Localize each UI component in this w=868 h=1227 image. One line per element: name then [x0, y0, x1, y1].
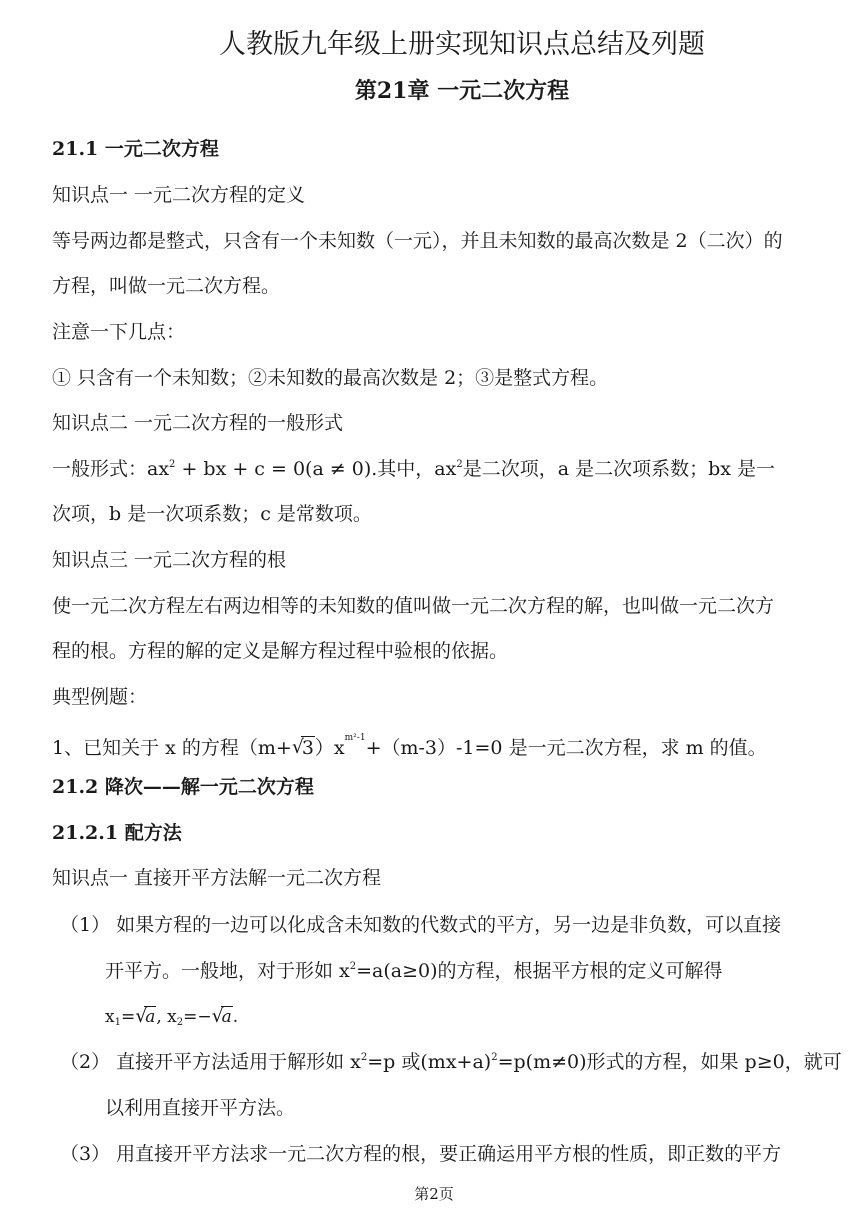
- item-1-line-1: （1） 如果方程的一边可以化成含未知数的代数式的平方，另一边是非负数，可以直接: [60, 914, 782, 936]
- equals: =: [120, 1007, 136, 1027]
- sqrt-a-2: [212, 1005, 233, 1029]
- exponent-2: 2: [360, 1052, 368, 1063]
- item-1-text-b: =a(a≥0)的方程，根据平方根的定义可解得: [356, 960, 723, 982]
- root-definition-line-1: 使一元二次方程左右两边相等的未知数的值叫做一元二次方程的解，也叫做一元二次方: [52, 595, 775, 617]
- item-1-text-a: 开平方。一般地，对于形如 x: [105, 960, 350, 982]
- exponent-2: 2: [169, 459, 176, 470]
- item-2-line-2: 以利用直接开平方法。: [105, 1097, 296, 1119]
- item-2-text-b: =p 或(mx+a): [367, 1051, 492, 1073]
- sqrt-a-1: [135, 1005, 156, 1029]
- general-form-line-2: 次项，b 是一次项系数；c 是常数项。: [52, 503, 372, 525]
- section-heading-21-2: 21.2 降次——解一元二次方程: [52, 776, 314, 798]
- x1-label: x: [105, 1007, 115, 1027]
- knowledge-point-3-title: 知识点三 一元二次方程的根: [52, 549, 287, 571]
- sqrt-symbol: [292, 736, 315, 760]
- general-form-line-1: [52, 457, 775, 481]
- general-form-text-a: 一般形式：ax: [52, 458, 170, 480]
- equals-minus: =−: [183, 1007, 212, 1027]
- item-3-line-1: （3） 用直接开平方法求一元二次方程的根，要正确运用平方根的性质，即正数的平方: [60, 1143, 782, 1165]
- example-1-text-b: ）x: [314, 737, 345, 759]
- sqrt-a-radicand: a: [145, 1007, 156, 1027]
- item-1-line-3: [105, 1005, 238, 1029]
- exponent-2: 2: [456, 459, 463, 470]
- note-points: ① 只含有一个未知数；②未知数的最高次数是 2；③是整式方程。: [52, 367, 609, 389]
- item-2-text-c: =p(m≠0)形式的方程，如果 p≥0，就可: [497, 1051, 842, 1073]
- definition-line-2: 方程，叫做一元二次方程。: [52, 275, 281, 297]
- general-form-text-b: + bx + c = 0(a ≠ 0).其中，ax: [175, 458, 457, 480]
- chapter-title: 第21章 一元二次方程: [354, 78, 570, 104]
- comma-x2: , x: [156, 1007, 177, 1027]
- example-1: [52, 733, 767, 760]
- subscript-2: 2: [176, 1017, 184, 1028]
- general-form-text-c: 是二次项，a 是二次项系数；bx 是一: [462, 458, 776, 480]
- example-1-exponent: m²-1: [344, 733, 366, 743]
- page-number: 第2页: [414, 1185, 454, 1203]
- item-2-line-1: [60, 1050, 842, 1074]
- item-1-line-2: [105, 959, 723, 983]
- example-title: 典型例题：: [52, 686, 148, 708]
- direct-root-title: 知识点一 直接开平方法解一元二次方程: [52, 867, 382, 889]
- item-2-text-a: （2） 直接开平方法适用于解形如 x: [60, 1051, 361, 1073]
- example-1-text-a: 1、已知关于 x 的方程（m+: [52, 737, 292, 759]
- document-title: 人教版九年级上册实现知识点总结及列题: [219, 29, 705, 60]
- sqrt-a-radicand: a: [221, 1007, 232, 1027]
- sqrt-radicand: 3: [301, 737, 314, 759]
- note-title: 注意一下几点：: [52, 321, 186, 343]
- subsection-heading-21-2-1: 21.2.1 配方法: [52, 822, 182, 844]
- knowledge-point-1-title: 知识点一 一元二次方程的定义: [52, 184, 306, 206]
- example-1-text-c: +（m-3）-1=0 是一元二次方程，求 m 的值。: [365, 737, 767, 759]
- root-definition-line-2: 程的根。方程的解的定义是解方程过程中验根的依据。: [52, 640, 509, 662]
- section-heading-21-1: 21.1 一元二次方程: [52, 138, 219, 160]
- period: .: [232, 1007, 239, 1027]
- subscript-1: 1: [114, 1017, 121, 1028]
- exponent-2: 2: [349, 961, 357, 972]
- exponent-2: 2: [491, 1052, 498, 1063]
- definition-line-1: 等号两边都是整式，只含有一个未知数（一元），并且未知数的最高次数是 2（二次）的: [52, 230, 783, 252]
- knowledge-point-2-title: 知识点二 一元二次方程的一般形式: [52, 412, 344, 434]
